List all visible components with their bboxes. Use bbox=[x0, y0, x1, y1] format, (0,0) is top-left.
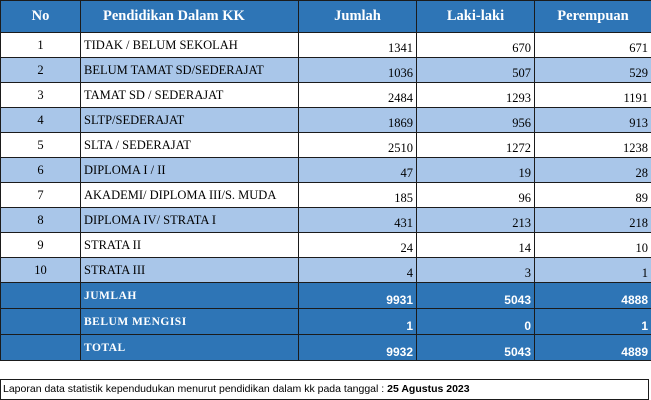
cell-no: 2 bbox=[1, 58, 81, 83]
cell-no: 5 bbox=[1, 133, 81, 158]
header-no: No bbox=[1, 1, 81, 33]
cell-perempuan: 1238 bbox=[535, 133, 651, 158]
total-label: BELUM MENGISI bbox=[81, 309, 299, 335]
cell-perempuan: 218 bbox=[535, 208, 651, 233]
cell-jumlah: 1869 bbox=[299, 108, 417, 133]
header-laki-laki: Laki-laki bbox=[417, 1, 535, 33]
total-jumlah: 9931 bbox=[299, 283, 417, 309]
cell-pendidikan: SLTP/SEDERAJAT bbox=[81, 108, 299, 133]
total-laki-laki: 0 bbox=[417, 309, 535, 335]
cell-no: 9 bbox=[1, 233, 81, 258]
cell-perempuan: 28 bbox=[535, 158, 651, 183]
table-row bbox=[1, 233, 651, 258]
cell-perempuan: 89 bbox=[535, 183, 651, 208]
total-perempuan: 1 bbox=[535, 309, 651, 335]
table-row bbox=[1, 133, 651, 158]
total-jumlah: 9932 bbox=[299, 335, 417, 361]
cell-pendidikan: DIPLOMA I / II bbox=[81, 158, 299, 183]
cell-pendidikan: STRATA II bbox=[81, 233, 299, 258]
cell-perempuan: 671 bbox=[535, 33, 651, 58]
cell-laki-laki: 96 bbox=[417, 183, 535, 208]
cell-perempuan: 1191 bbox=[535, 83, 651, 108]
cell-no-empty bbox=[1, 283, 81, 309]
cell-jumlah: 24 bbox=[299, 233, 417, 258]
cell-no-empty bbox=[1, 309, 81, 335]
cell-jumlah: 185 bbox=[299, 183, 417, 208]
total-label: JUMLAH bbox=[81, 283, 299, 309]
cell-laki-laki: 3 bbox=[417, 258, 535, 283]
cell-pendidikan: BELUM TAMAT SD/SEDERAJAT bbox=[81, 58, 299, 83]
cell-no: 6 bbox=[1, 158, 81, 183]
cell-no: 10 bbox=[1, 258, 81, 283]
table-row bbox=[1, 158, 651, 183]
cell-no: 8 bbox=[1, 208, 81, 233]
table-row bbox=[1, 208, 651, 233]
cell-pendidikan: TAMAT SD / SEDERAJAT bbox=[81, 83, 299, 108]
header-perempuan: Perempuan bbox=[535, 1, 651, 33]
total-laki-laki: 5043 bbox=[417, 283, 535, 309]
footer-date: 25 Agustus 2023 bbox=[387, 383, 470, 395]
report-footer bbox=[0, 379, 649, 400]
table-row bbox=[1, 108, 651, 133]
cell-laki-laki: 19 bbox=[417, 158, 535, 183]
table-row bbox=[1, 258, 651, 283]
footer-text: Laporan data statistik kependudukan menurut pendidikan dalam kk pada tanggal : bbox=[3, 383, 388, 395]
cell-no: 7 bbox=[1, 183, 81, 208]
cell-pendidikan: DIPLOMA IV/ STRATA I bbox=[81, 208, 299, 233]
cell-laki-laki: 1272 bbox=[417, 133, 535, 158]
header-row bbox=[1, 1, 651, 33]
cell-jumlah: 4 bbox=[299, 258, 417, 283]
cell-perempuan: 913 bbox=[535, 108, 651, 133]
total-laki-laki: 5043 bbox=[417, 335, 535, 361]
total-row-jumlah bbox=[1, 283, 651, 309]
cell-jumlah: 47 bbox=[299, 158, 417, 183]
cell-jumlah: 431 bbox=[299, 208, 417, 233]
total-row-total bbox=[1, 335, 651, 361]
header-jumlah: Jumlah bbox=[299, 1, 417, 33]
cell-jumlah: 2510 bbox=[299, 133, 417, 158]
cell-jumlah: 1341 bbox=[299, 33, 417, 58]
cell-no-empty bbox=[1, 335, 81, 361]
total-perempuan: 4888 bbox=[535, 283, 651, 309]
cell-pendidikan: SLTA / SEDERAJAT bbox=[81, 133, 299, 158]
cell-jumlah: 1036 bbox=[299, 58, 417, 83]
cell-pendidikan: TIDAK / BELUM SEKOLAH bbox=[81, 33, 299, 58]
cell-jumlah: 2484 bbox=[299, 83, 417, 108]
total-row-belum-mengisi bbox=[1, 309, 651, 335]
cell-perempuan: 10 bbox=[535, 233, 651, 258]
cell-perempuan: 1 bbox=[535, 258, 651, 283]
cell-laki-laki: 507 bbox=[417, 58, 535, 83]
cell-laki-laki: 14 bbox=[417, 233, 535, 258]
spacer bbox=[0, 371, 651, 379]
total-jumlah: 1 bbox=[299, 309, 417, 335]
total-label: TOTAL bbox=[81, 335, 299, 361]
header-pendidikan: Pendidikan Dalam KK bbox=[81, 1, 299, 33]
table-row bbox=[1, 83, 651, 108]
total-perempuan: 4889 bbox=[535, 335, 651, 361]
cell-no: 4 bbox=[1, 108, 81, 133]
cell-laki-laki: 1293 bbox=[417, 83, 535, 108]
cell-perempuan: 529 bbox=[535, 58, 651, 83]
cell-no: 3 bbox=[1, 83, 81, 108]
table-body bbox=[1, 33, 651, 361]
table-row bbox=[1, 33, 651, 58]
table-row bbox=[1, 58, 651, 83]
cell-laki-laki: 213 bbox=[417, 208, 535, 233]
table-row bbox=[1, 183, 651, 208]
cell-pendidikan: AKADEMI/ DIPLOMA III/S. MUDA bbox=[81, 183, 299, 208]
cell-laki-laki: 956 bbox=[417, 108, 535, 133]
cell-pendidikan: STRATA III bbox=[81, 258, 299, 283]
cell-laki-laki: 670 bbox=[417, 33, 535, 58]
cell-no: 1 bbox=[1, 33, 81, 58]
